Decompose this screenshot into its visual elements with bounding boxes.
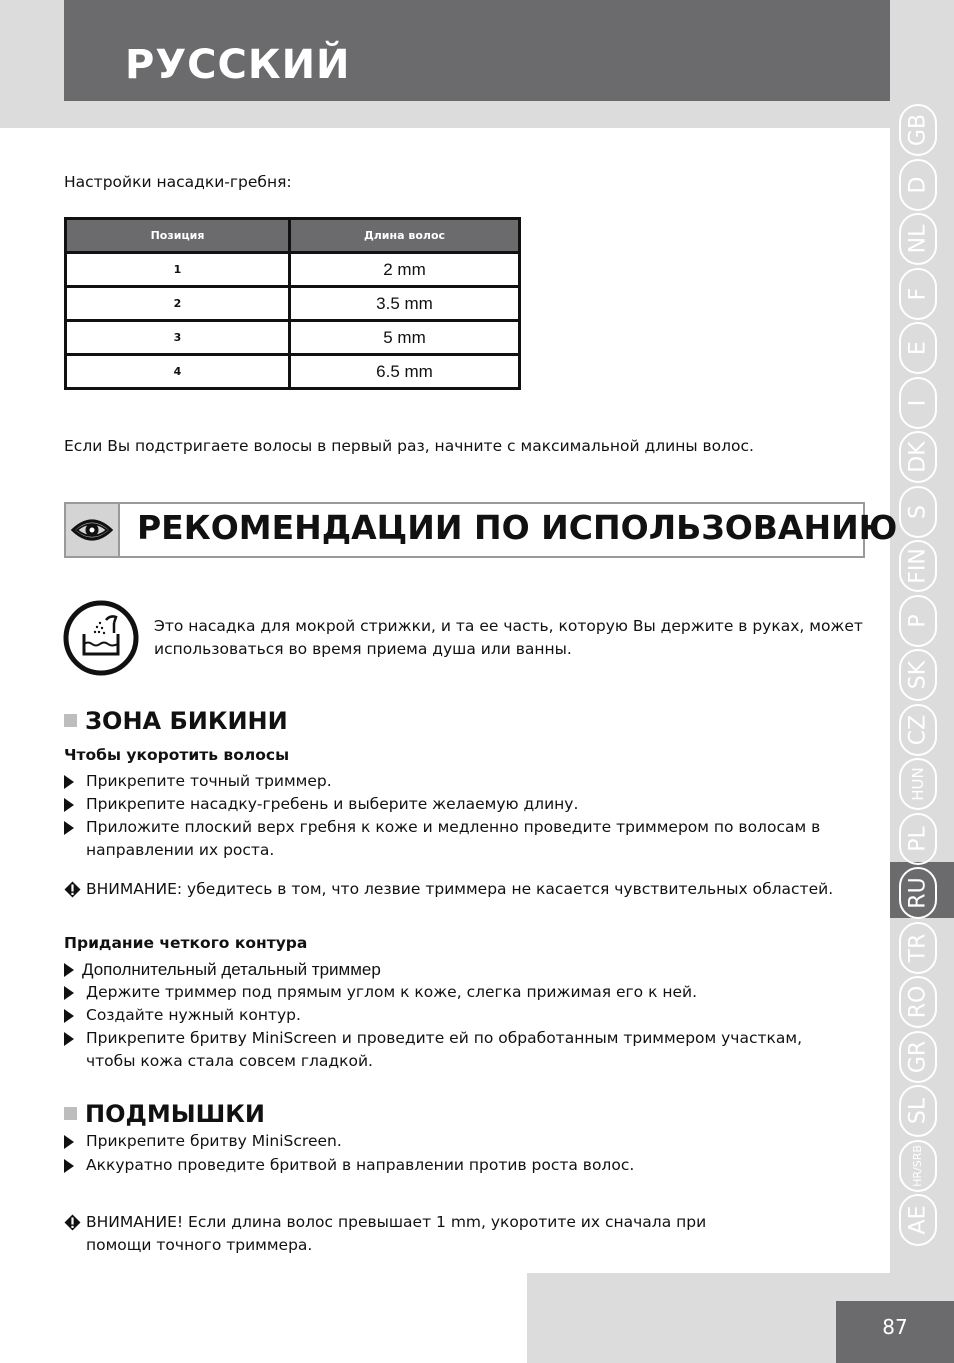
language-tab-ro[interactable]: [899, 976, 937, 1028]
language-tab-i[interactable]: [899, 377, 937, 429]
language-label: SL: [905, 1097, 931, 1125]
arrow-bullet-icon: [64, 1135, 74, 1149]
section-title: РЕКОМЕНДАЦИИ ПО ИСПОЛЬЗОВАНИЮ: [137, 508, 898, 547]
arrow-bullet-icon: [64, 1159, 74, 1173]
arrow-bullet-icon: [64, 798, 74, 812]
bikini-heading: [64, 707, 288, 735]
position-cell: 1: [66, 253, 290, 287]
page-number-box: [836, 1301, 954, 1363]
warning-text: ВНИМАНИЕ! Если длина волос превышает 1 mm, укоротите их сначала при: [86, 1213, 707, 1231]
language-label: DK: [905, 441, 931, 473]
list-item-text: направлении их роста.: [86, 841, 275, 859]
language-tab-ru[interactable]: [899, 867, 937, 919]
table-row: [66, 287, 520, 321]
square-bullet-icon: [64, 714, 77, 727]
language-label: TR: [905, 933, 931, 963]
language-label: E: [905, 341, 931, 355]
list-item-text: Прикрепите бритву MiniScreen и проведите ей по обработанным триммером участкам,: [86, 1029, 802, 1047]
armpits-title: ПОДМЫШКИ: [85, 1100, 265, 1128]
language-label: AE: [905, 1205, 931, 1235]
length-cell: 2 mm: [290, 253, 520, 287]
section-header: [64, 502, 898, 558]
language-tab-tr[interactable]: [899, 922, 937, 974]
language-label: GR: [905, 1040, 931, 1074]
armpits-heading: [64, 1100, 265, 1128]
warning-diamond-icon: [64, 881, 81, 898]
language-label: RO: [905, 985, 931, 1019]
language-label: HUN: [909, 767, 927, 801]
language-tab-sl[interactable]: [899, 1085, 937, 1137]
list-item-text: чтобы кожа стала совсем гладкой.: [86, 1052, 373, 1070]
language-label: S: [905, 505, 931, 519]
language-label: PL: [905, 826, 931, 852]
list-item-text: Прикрепите насадку-гребень и выберите желаемую длину.: [86, 795, 579, 813]
list-item-text: Аккуратно проведите бритвой в направлении против роста волос.: [86, 1156, 635, 1174]
wet-note-line-2: использоваться во время приема душа или ванны.: [154, 640, 572, 658]
language-tab-d[interactable]: [899, 159, 937, 211]
arrow-bullet-icon: [64, 1009, 74, 1023]
first-time-note: Если Вы подстригаете волосы в первый раз, начните с максимальной длины волос.: [64, 437, 754, 455]
length-cell: 3.5 mm: [290, 287, 520, 321]
table-row: [66, 355, 520, 389]
language-tab-f[interactable]: [899, 268, 937, 320]
length-cell: 5 mm: [290, 321, 520, 355]
position-cell: 4: [66, 355, 290, 389]
language-tab-gb[interactable]: [899, 104, 937, 156]
language-tab-hr-srb[interactable]: [899, 1140, 937, 1192]
language-label: CZ: [905, 714, 931, 746]
language-tab-dk[interactable]: [899, 431, 937, 483]
language-tab-gr[interactable]: [899, 1031, 937, 1083]
list-item-text: Дополнительный детальный триммер: [82, 960, 381, 979]
list-item-text: Прикрепите точный триммер.: [86, 772, 332, 790]
language-label: D: [905, 176, 931, 194]
language-tab-p[interactable]: [899, 595, 937, 647]
page-number: 87: [882, 1315, 908, 1339]
language-tab-ae[interactable]: [899, 1194, 937, 1246]
length-cell: 6.5 mm: [290, 355, 520, 389]
bikini-title: ЗОНА БИКИНИ: [85, 707, 288, 735]
language-tab-cz[interactable]: [899, 704, 937, 756]
language-tab-sk[interactable]: [899, 649, 937, 701]
language-label: F: [905, 287, 931, 301]
arrow-bullet-icon: [64, 1032, 74, 1046]
table-row: [66, 321, 520, 355]
language-label: GB: [905, 113, 931, 147]
wet-note-line-1: Это насадка для мокрой стрижки, и та ее часть, которую Вы держите в руках, может: [154, 617, 863, 635]
bikini-subheading-1: Чтобы укоротить волосы: [64, 746, 290, 764]
language-tab-pl[interactable]: [899, 813, 937, 865]
eye-icon: [66, 504, 118, 556]
language-tab-hun[interactable]: [899, 758, 937, 810]
warning-diamond-icon: [64, 1214, 81, 1231]
language-label: RU: [905, 877, 931, 909]
table-header-length: Длина волос: [290, 219, 520, 253]
arrow-bullet-icon: [64, 963, 74, 977]
language-tab-fin[interactable]: [899, 540, 937, 592]
square-bullet-icon: [64, 1107, 77, 1120]
language-label: SK: [905, 660, 931, 690]
position-cell: 2: [66, 287, 290, 321]
table-header-position: Позиция: [66, 219, 290, 253]
language-tab-nl[interactable]: [899, 213, 937, 265]
shower-bath-icon: [62, 599, 140, 677]
comb-position-table: [64, 217, 521, 390]
language-label: FIN: [905, 548, 931, 584]
language-label: HR/SRB: [911, 1145, 924, 1187]
warning-text: помощи точного триммера.: [86, 1236, 313, 1254]
bikini-subheading-2: Придание четкого контура: [64, 934, 308, 952]
list-item-text: Прикрепите бритву MiniScreen.: [86, 1132, 342, 1150]
language-label: I: [905, 399, 931, 407]
arrow-bullet-icon: [64, 775, 74, 789]
language-label: P: [905, 614, 931, 628]
language-label: NL: [905, 224, 931, 254]
language-tab-s[interactable]: [899, 486, 937, 538]
list-item-text: Приложите плоский верх гребня к коже и медленно проведите триммером по волосам в: [86, 818, 821, 836]
list-item-text: Создайте нужный контур.: [86, 1006, 301, 1024]
position-cell: 3: [66, 321, 290, 355]
list-item-text: Держите триммер под прямым углом к коже, слегка прижимая его к ней.: [86, 983, 698, 1001]
comb-settings-label: Настройки насадки-гребня:: [64, 173, 292, 191]
page-title: РУССКИЙ: [125, 42, 351, 88]
table-row: [66, 253, 520, 287]
warning-text: ВНИМАНИЕ: убедитесь в том, что лезвие триммера не касается чувствительных областей.: [86, 880, 834, 898]
section-icon-box: [66, 504, 120, 556]
arrow-bullet-icon: [64, 986, 74, 1000]
language-tab-e[interactable]: [899, 322, 937, 374]
arrow-bullet-icon: [64, 821, 74, 835]
